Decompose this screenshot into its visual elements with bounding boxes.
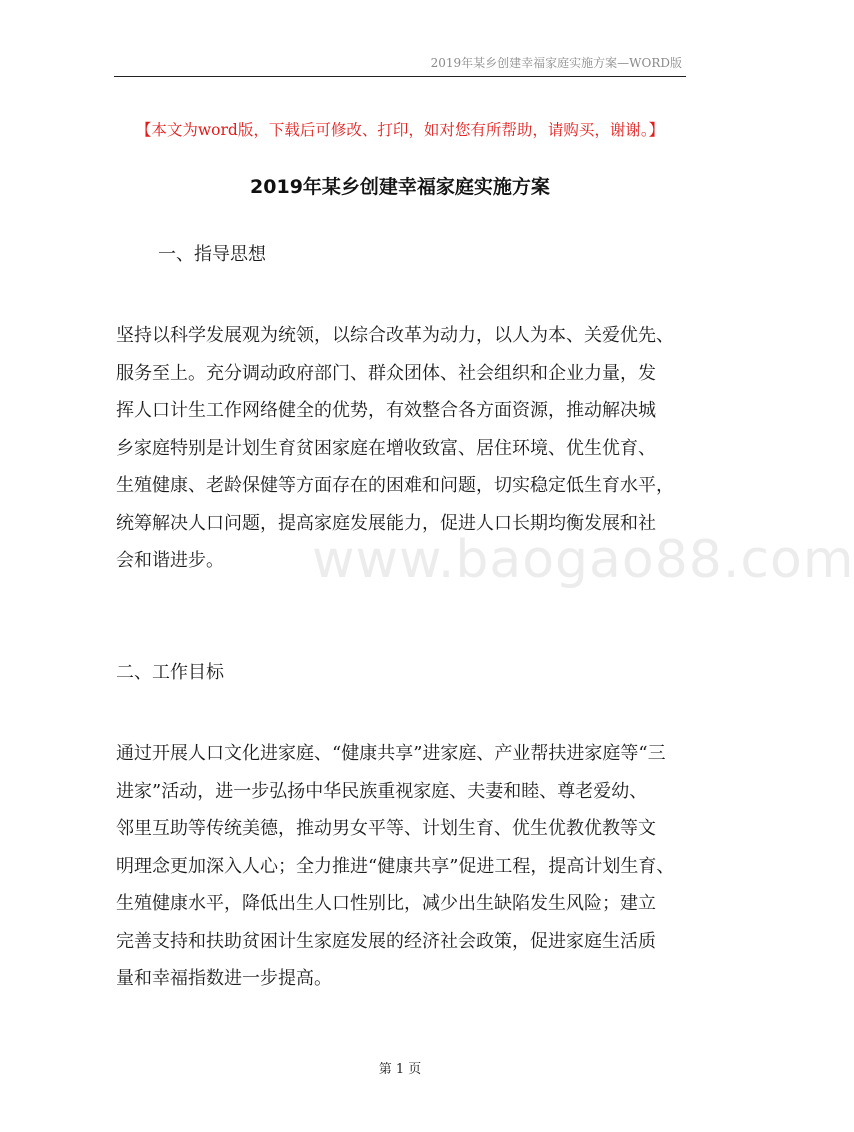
header-divider	[114, 76, 686, 77]
section-heading-guiding-ideology: 一、指导思想	[158, 244, 266, 265]
body-line: 进家”活动，进一步弘扬中华民族重视家庭、夫妻和睦、尊老爱幼、	[116, 780, 648, 802]
body-line: 坚持以科学发展观为统领，以综合改革为动力，以人为本、关爱优先、	[116, 325, 674, 346]
section-body-guiding-ideology	[116, 317, 684, 580]
running-header: 2019年某乡创建幸福家庭实施方案—WORD版	[430, 56, 682, 70]
body-line: 会和谐进步。	[116, 550, 224, 571]
watermark: www.baogao88.com	[312, 530, 854, 590]
body-line: 乡家庭特别是计划生育贫困家庭在增收致富、居住环境、优生优育、	[116, 437, 656, 459]
page-number: 第 1 页	[378, 1062, 422, 1077]
body-line: 通过开展人口文化进家庭、“健康共享”进家庭、产业帮扶进家庭等“三	[116, 743, 666, 764]
body-line: 生殖健康水平，降低出生人口性别比，减少出生缺陷发生风险；建立	[116, 893, 656, 914]
body-line: 邻里互助等传统美德，推动男女平等、计划生育、优生优教优教等文	[116, 818, 656, 839]
body-line: 明理念更加深入人心；全力推进“健康共享”促进工程，提高计划生育、	[116, 855, 675, 877]
section-body-work-goals	[116, 735, 684, 998]
body-line: 挥人口计生工作网络健全的优势，有效整合各方面资源，推动解决城	[116, 400, 656, 421]
document-title: 2019年某乡创建幸福家庭实施方案	[250, 176, 550, 198]
body-line: 生殖健康、老龄保健等方面存在的困难和问题，切实稳定低生育水平，	[116, 475, 674, 496]
body-line: 统筹解决人口问题，提高家庭发展能力，促进人口长期均衡发展和社	[116, 512, 656, 534]
body-line: 完善支持和扶助贫困计生家庭发展的经济社会政策，促进家庭生活质	[116, 930, 656, 952]
body-line: 服务至上。充分调动政府部门、群众团体、社会组织和企业力量，发	[116, 362, 656, 384]
body-line: 量和幸福指数进一步提高。	[116, 968, 332, 989]
download-notice: 【本文为word版，下载后可修改、打印，如对您有所帮助，请购买，谢谢。】	[135, 121, 665, 139]
section-heading-work-goals: 二、工作目标	[116, 662, 224, 683]
